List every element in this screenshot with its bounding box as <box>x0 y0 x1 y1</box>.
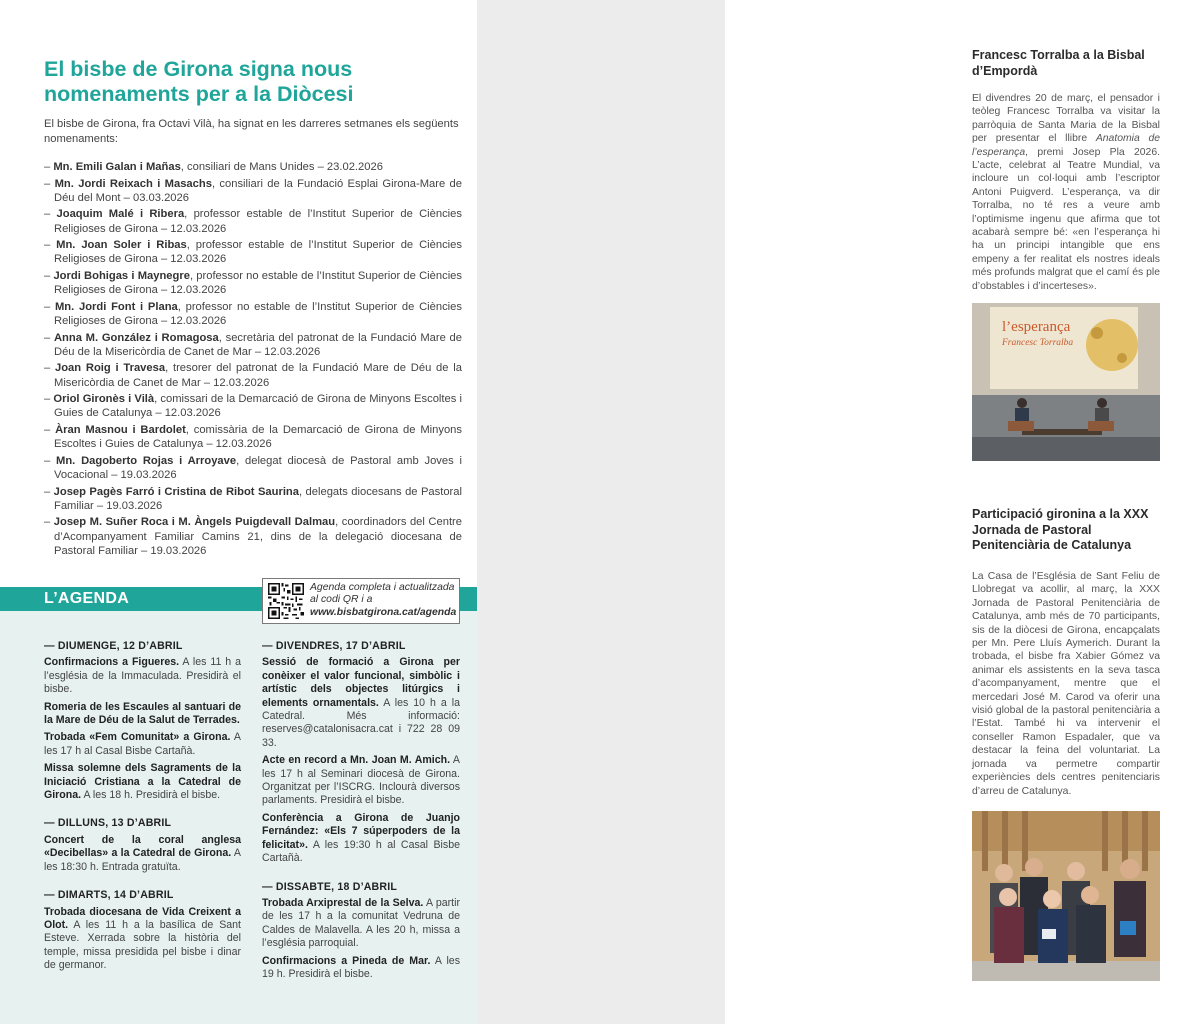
appointment-name: Jordi Bohigas i Maynegre <box>53 269 190 282</box>
event-details: A les 19 h. Presidirà el bisbe. <box>262 954 460 980</box>
event-details: A les 18:30 h. Entrada gratuïta. <box>44 847 241 873</box>
agenda-event <box>262 754 460 808</box>
appointment-item: – Mn. Emili Galan i Mañas, consiliari de Mans Unides – 23.02.2026 <box>44 161 383 173</box>
appointment-name: Àran Masnou i Bardolet <box>55 423 186 436</box>
appointment-item: – Mn. Jordi Reixach i Masachs, consiliari de la Fundació Esplai Girona-Mare de Déu del Mont – 03.03.2026 <box>44 177 462 204</box>
appointment-role: , secretària del patronat de la Fundació Mare de Déu de la Misericòrdia de Canet de Mar – 12.03.2026 <box>54 331 462 358</box>
appointment-role: , comissària de la Demarcació de Girona de Minyons Escoltes i Guies de Catalunya – 12.03.2026 <box>54 423 462 451</box>
appointment-item: – Àran Masnou i Bardolet, comissària de la Demarcació de Girona de Minyons Escoltes i Guies de Catalunya – 12.03.2026 <box>44 423 462 451</box>
article-title: El bisbe de Girona signa nous nomenaments per a la Diòcesi <box>44 57 354 106</box>
appointment-role: , consiliari de Mans Unides – 23.02.2026 <box>180 161 383 173</box>
appointment-role: , consiliari de la Fundació Esplai Girona-Mare de Déu del Mont – 03.03.2026 <box>54 177 462 204</box>
appointment-name: Oriol Gironès i Vilà <box>53 393 155 406</box>
appointment-name: Josep M. Suñer Roca i M. Àngels Puigdevall Dalmau <box>53 516 336 529</box>
agenda-event <box>262 656 460 750</box>
appointment-role: , professor estable de l’Institut Superior de Ciències Religioses de Girona – 12.03.2026 <box>54 239 462 266</box>
appointment-role: , delegats diocesans de Pastoral Familiar – 19.03.2026 <box>54 485 462 512</box>
appointment-name: Mn. Emili Galan i Mañas <box>53 161 181 173</box>
agenda-event <box>262 812 460 866</box>
agenda-day: — DISSABTE, 18 D’ABRIL <box>262 880 398 893</box>
article-intro: El bisbe de Girona, fra Octavi Vilà, ha signat en les darreres setmanes els següents nomenaments: <box>44 118 459 145</box>
appointment-name: Mn. Jordi Font i Plana <box>54 300 178 313</box>
agenda-event <box>44 762 241 802</box>
appointment-item: – Oriol Gironès i Vilà, comissari de la Demarcació de Girona de Minyons Escoltes i Guies de Catalunya – 12.03.2026 <box>44 393 462 420</box>
sidebar-divider <box>954 483 1202 487</box>
event-details: A les 19:30 h al Casal Bisbe Cartañà. <box>262 838 460 865</box>
agenda-event <box>44 906 241 973</box>
event-details: A les 10 h a la Catedral. Més informació: reserves@catalonisacra.cat i 722 28 09 33. <box>262 696 460 749</box>
appointment-item: – Anna M. González i Romagosa, secretària del patronat de la Fundació Mare de Déu de la Misericòrdia de Canet de Mar – 12.03.2026 <box>44 331 462 358</box>
appointment-item: – Josep Pagès Farró i Cristina de Ribot Saurina, delegats diocesans de Pastoral Familiar – 19.03.2026 <box>44 485 462 512</box>
agenda-event <box>44 656 241 696</box>
event-details: A les 11 h a la basílica de Sant Esteve. Xerrada sobre la història del temple, missa presidida pel bisbe i dinar de germanor. <box>44 918 241 972</box>
event-details: A les 11 h a l’església de la Immaculada. Presidirà el bisbe. <box>44 656 242 696</box>
group-photo-image <box>972 811 1160 981</box>
event-title: Trobada diocesana de Vida Creixent a Olot. <box>44 905 241 931</box>
event-details: A partir de les 17 h a la comunitat Vedruna de Caldes de Malavella. A les 20 h, missa a l’església parroquial. <box>262 896 461 950</box>
appointment-name: Joaquim Malé i Ribera <box>56 208 185 221</box>
event-details: A les 17 h al Seminari diocesà de Girona. Organitzat per l’ISCRG. Inclourà diversos parlaments. Presidirà el bisbe. <box>262 754 460 807</box>
qr-code-icon[interactable] <box>268 583 304 619</box>
appointment-role: , professor no estable de l’Institut Superior de Ciències Religioses de Girona – 12.03.2026 <box>54 300 462 327</box>
story1-body: El divendres 20 de març, el pensador i teòleg Francesc Torralba va visitar la parròquia de Santa Maria de la Bisbal per presentar el llibre Anatomia de l’esperança, premi Josep Pla 2026. L’acte, celebrat al Teatre Mundial, va incloure un col·loqui amb l’escriptor Antoni Puigverd. L’esperança, va dir Torralba, no té res a veure amb l’optimisme ingenu que afirma que tot acabarà sempre bé: «en l’esperança hi ha un principi intangible que ens empeny a fer realitat els nostres ideals més profunds malgrat que el camí és ple d’obstables i d’incerteses». <box>972 93 1161 292</box>
event-title: Confirmacions a Figueres. <box>44 656 180 669</box>
event-title: Trobada «Fem Comunitat» a Girona. <box>44 731 231 744</box>
book-title: l’esperança <box>1002 319 1071 335</box>
agenda-day: — DIVENDRES, 17 D’ABRIL <box>262 640 406 652</box>
book-presentation-image <box>972 303 1160 461</box>
story1-title: Francesc Torralba a la Bisbal d’Empordà <box>972 48 1145 78</box>
appointment-role: , professor estable de l’Institut Superior de Ciències Religioses de Girona – 12.03.2026 <box>54 208 462 235</box>
appointment-name: Josep Pagès Farró i Cristina de Ribot Saurina <box>53 485 299 498</box>
appointment-role: , comissari de la Demarcació de Girona de Minyons Escoltes i Guies de Catalunya – 12.03.2026 <box>54 393 462 420</box>
event-title: Acte en record a Mn. Joan M. Amich. <box>262 754 451 767</box>
appointment-name: Mn. Dagoberto Rojas i Arroyave <box>56 454 237 467</box>
book-author: Francesc Torralba <box>1002 338 1074 348</box>
appointment-role: , coordinadors del Centre d’Acompanyament Familiar Camins 21, dins de la delegació diocesana de Pastoral Familiar – 19.03.2026 <box>54 516 462 557</box>
agenda-column-1 <box>44 640 241 977</box>
event-title: Sessió de formació a Girona per conèixer el valor funcional, simbòlic i artístic dels objectes litúrgics i elements ornamentals. <box>262 656 460 709</box>
event-title: Conferència a Girona de Juanjo Fernández: «Els 7 súperpoders de la felicitat». <box>262 811 460 851</box>
appointment-item: – Joan Roig i Travesa, tresorer del patronat de la Fundació Mare de Déu de la Misericòrdia de Canet de Mar – 12.03.2026 <box>44 362 462 389</box>
appointment-item: – Mn. Dagoberto Rojas i Arroyave, delegat diocesà de Pastoral amb Joves i Vocacional – 19.03.2026 <box>44 454 462 481</box>
appointment-item: – Joaquim Malé i Ribera, professor estable de l’Institut Superior de Ciències Religioses de Girona – 12.03.2026 <box>44 208 462 235</box>
agenda-event <box>44 834 241 874</box>
agenda-day: — DILLUNS, 13 D’ABRIL <box>44 817 172 830</box>
qr-box[interactable] <box>262 578 460 624</box>
appointment-name: Anna M. González i Romagosa <box>53 331 219 344</box>
story2-body: La Casa de l’Església de Sant Feliu de Llobregat va acollir, al març, la XXX Jornada de Pastoral Penitenciària de Catalunya, amb més de 70 participants, sis de la diòcesi de Girona, encapçalats per Mn. Pere Lluís Aymerich. Durant la trobada, el bisbe fra Xabier Gómez va animar els assistents en la seva tasca d’acompanyament, mentre que el mercedari José M. Carod va oferir una visió global de la pastoral penitenciària a l’Estat. També hi va intervenir el conseller Ramon Espadaler, que va destacar la feina del voluntariat. La jornada va permetre compartir experiències dels centres penitenciaris d’arreu de Catalunya. <box>972 571 1160 797</box>
agenda-link[interactable]: www.bisbatgirona.cat/agenda <box>310 606 457 618</box>
agenda-title: L’AGENDA <box>44 590 130 607</box>
qr-caption: Agenda completa i actualitzada al codi QR i a www.bisbatgirona.cat/agenda <box>310 582 457 618</box>
event-title: Confirmacions a Pineda de Mar. <box>262 954 431 967</box>
event-details: A les 17 h al Casal Bisbe Cartañà. <box>44 731 241 757</box>
appointment-item: – Josep M. Suñer Roca i M. Àngels Puigdevall Dalmau, coordinadors del Centre d’Acompanyament Familiar Camins 21, dins de la delegació diocesana de Pastoral Familiar – 19.03.2026 <box>44 516 462 557</box>
agenda-event <box>262 897 460 951</box>
story2-title: Participació gironina a la XXX Jornada de Pastoral Penitenciària de Catalunya <box>972 507 1149 552</box>
event-title: Trobada Arxiprestal de la Selva. <box>262 896 424 909</box>
appointment-name: Joan Roig i Travesa <box>55 362 166 375</box>
agenda-day: — DIMARTS, 14 D’ABRIL <box>44 889 174 902</box>
appointments-list <box>44 160 462 560</box>
agenda-event <box>44 701 241 728</box>
appointment-role: , tresorer del patronat de la Fundació Mare de Déu de la Misericòrdia de Canet de Mar – 12.03.2026 <box>54 362 462 389</box>
appointment-name: Mn. Jordi Reixach i Masachs <box>54 177 212 190</box>
event-title: Concert de la coral anglesa «Decibellas» a la Catedral de Girona. <box>44 833 241 860</box>
sidebar <box>477 0 1161 1024</box>
main-column <box>0 0 477 1024</box>
agenda-event <box>44 731 241 758</box>
appointment-name: Mn. Joan Soler i Ribas <box>56 239 187 252</box>
appointment-item: – Jordi Bohigas i Maynegre, professor no estable de l’Institut Superior de Ciències Religioses de Girona – 12.03.2026 <box>44 269 462 297</box>
appointment-item: – Mn. Joan Soler i Ribas, professor estable de l’Institut Superior de Ciències Religioses de Girona – 12.03.2026 <box>44 239 462 266</box>
story2-photo <box>972 811 1160 981</box>
agenda-day: — DIUMENGE, 12 D’ABRIL <box>44 640 183 652</box>
agenda-event <box>262 955 460 982</box>
agenda-column-2 <box>262 640 460 985</box>
story1-photo <box>972 303 1160 461</box>
event-title: Missa solemne dels Sagraments de la Iniciació Cristiana a la Catedral de Girona. <box>44 762 241 802</box>
event-title: Romeria de les Escaules al santuari de la Mare de Déu de la Salut de Terrades. <box>44 700 241 727</box>
event-details: A les 18 h. Presidirà el bisbe. <box>81 789 221 802</box>
appointment-role: , delegat diocesà de Pastoral amb Joves i Vocacional – 19.03.2026 <box>54 454 462 481</box>
appointment-role: , professor no estable de l’Institut Superior de Ciències Religioses de Girona – 12.03.2026 <box>54 269 462 297</box>
appointment-item: – Mn. Jordi Font i Plana, professor no estable de l’Institut Superior de Ciències Religioses de Girona – 12.03.2026 <box>44 300 462 327</box>
